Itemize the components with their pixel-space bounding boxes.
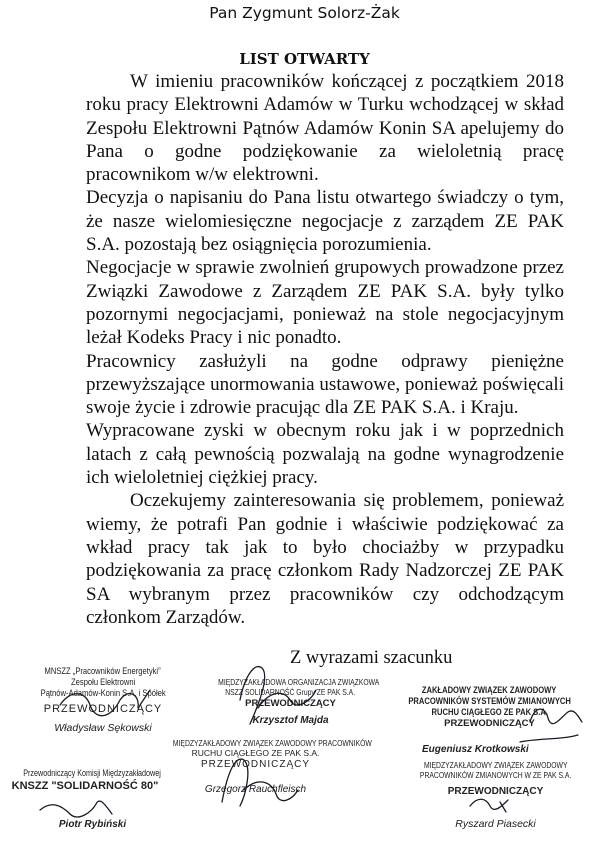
stamp-line: Przewodniczący Komisji Międzyzakładowej: [23, 768, 161, 778]
stamp-name: Piotr Rybiński: [58, 819, 127, 830]
stamp-role: PRZEWODNICZĄCY: [43, 703, 163, 715]
stamp-line: RUCHU CIĄGŁEGO ZE PAK S.A.: [431, 707, 548, 718]
stamp-role: PRZEWODNICZĄCY: [201, 759, 310, 770]
addressee: Pan Zygmunt Solorz-Żak: [209, 4, 400, 22]
stamp-role: PRZEWODNICZĄCY: [444, 718, 535, 729]
letter-title: LIST OTWARTY: [239, 50, 370, 68]
stamp-role: PRZEWODNICZĄCY: [245, 698, 336, 709]
stamp-name: Ryszard Piasecki: [455, 818, 536, 830]
stamp-knszz-solidarnosc-80: [6, 768, 164, 831]
stamp-nszz-solidarnosc: [198, 677, 383, 728]
stamp-name: Grzegorz Rauchfleisch: [204, 784, 307, 795]
stamp-role: PRZEWODNICZĄCY: [447, 786, 544, 797]
stamp-line: Zespołu Elektrowni: [70, 677, 136, 688]
stamp-line: Pątnów-Adamów-Konin S.A. i Spółek: [40, 688, 166, 699]
stamp-line: MIĘDZYZAKŁADOWA ORGANIZACJA ZWIĄZKOWA: [218, 677, 380, 687]
stamp-line: NSZZ SOLIDARNOŚĆ Grupy ZE PAK S.A.: [225, 687, 356, 697]
stamp-line: PRACOWNIKÓW ZMIANOWYCH W ZE PAK S.A.: [419, 770, 572, 780]
stamp-line: KNSZZ "SOLIDARNOŚĆ 80": [11, 780, 159, 792]
stamp-name: Władysław Sękowski: [54, 722, 152, 734]
stamp-line: PRACOWNIKÓW SYSTEMÓW ZMIANOWYCH: [408, 696, 571, 707]
paragraph-3: Negocjacje w sprawie zwolnień grupowych prowadzone przez Związki Zawodowe z Zarządem ZE PAK S.A. były tylko pozornymi negocjacjami, ponieważ na stole negocjacyjnym leżał Kodeks Pracy i nic ponadto.: [86, 257, 564, 349]
letter-body: [86, 70, 564, 629]
stamp-mnszz-energetyki: [8, 666, 198, 735]
stamp-line: RUCHU CIĄGŁEGO ZE PAK S.A.: [191, 748, 320, 758]
stamp-line: MIĘDZYZAKŁADOWY ZWIĄZEK ZAWODOWY: [423, 760, 568, 770]
stamp-zz-systemow-zmianowych: [382, 685, 597, 756]
stamp-line: ZAKŁADOWY ZWIĄZEK ZAWODOWY: [422, 685, 557, 696]
stamp-line: MIĘDZYZAKŁADOWY ZWIĄZEK ZAWODOWY PRACOWNIKÓW: [172, 738, 372, 748]
stamp-name: Krzysztof Majda: [252, 715, 329, 726]
stamp-mzz-pracownikow-zmianowych: [388, 760, 603, 831]
paragraph-4: Pracownicy zasłużyli na godne odprawy pieniężne przewyższające unormowania ustawowe, ponieważ poświęcali swoje życie i zdrowie pracując dla ZE PAK S.A. i Kraju.: [86, 350, 564, 419]
stamp-line: MNSZZ „Pracowników Energetyki”: [44, 666, 162, 677]
paragraph-5: Wypracowane zyski w obecnym roku jak i w poprzednich latach z całą pewnością pozwalają na godne wynagrodzenie ich wieloletniej ciężkiej pracy.: [86, 420, 564, 489]
stamp-name: Eugeniusz Krotkowski: [422, 744, 529, 755]
paragraph-1: W imieniu pracowników kończącej z początkiem 2018 roku pracy Elektrowni Adamów w Turku wchodzącej w skład Zespołu Elektrowni Pątnów Adamów Konin SA apelujemy do Pana o godne podziękowanie za wieloletnią pracę pracownikom w/w elektrowni.: [86, 71, 564, 186]
paragraph-2: Decyzja o napisaniu do Pana listu otwartego świadczy o tym, że nasze wielomiesięczne negocjacje z zarządem ZE PAK S.A. pozostają bez osiągnięcia porozumienia.: [86, 187, 564, 256]
closing-line: Z wyrazami szacunku: [290, 648, 453, 668]
paragraph-6: Oczekujemy zainteresowania się problemem, ponieważ wiemy, że potrafi Pan godnie i właściwie podziękować za wkład pracy tak jak to było chociażby w przypadku podziękowania za pracę członkom Rady Nadzorczej ZE PAK SA wybranym przez pracowników czy odchodzącym członkom Zarządów.: [86, 490, 564, 628]
stamp-mzz-ruchu-ciaglego: [148, 738, 372, 796]
